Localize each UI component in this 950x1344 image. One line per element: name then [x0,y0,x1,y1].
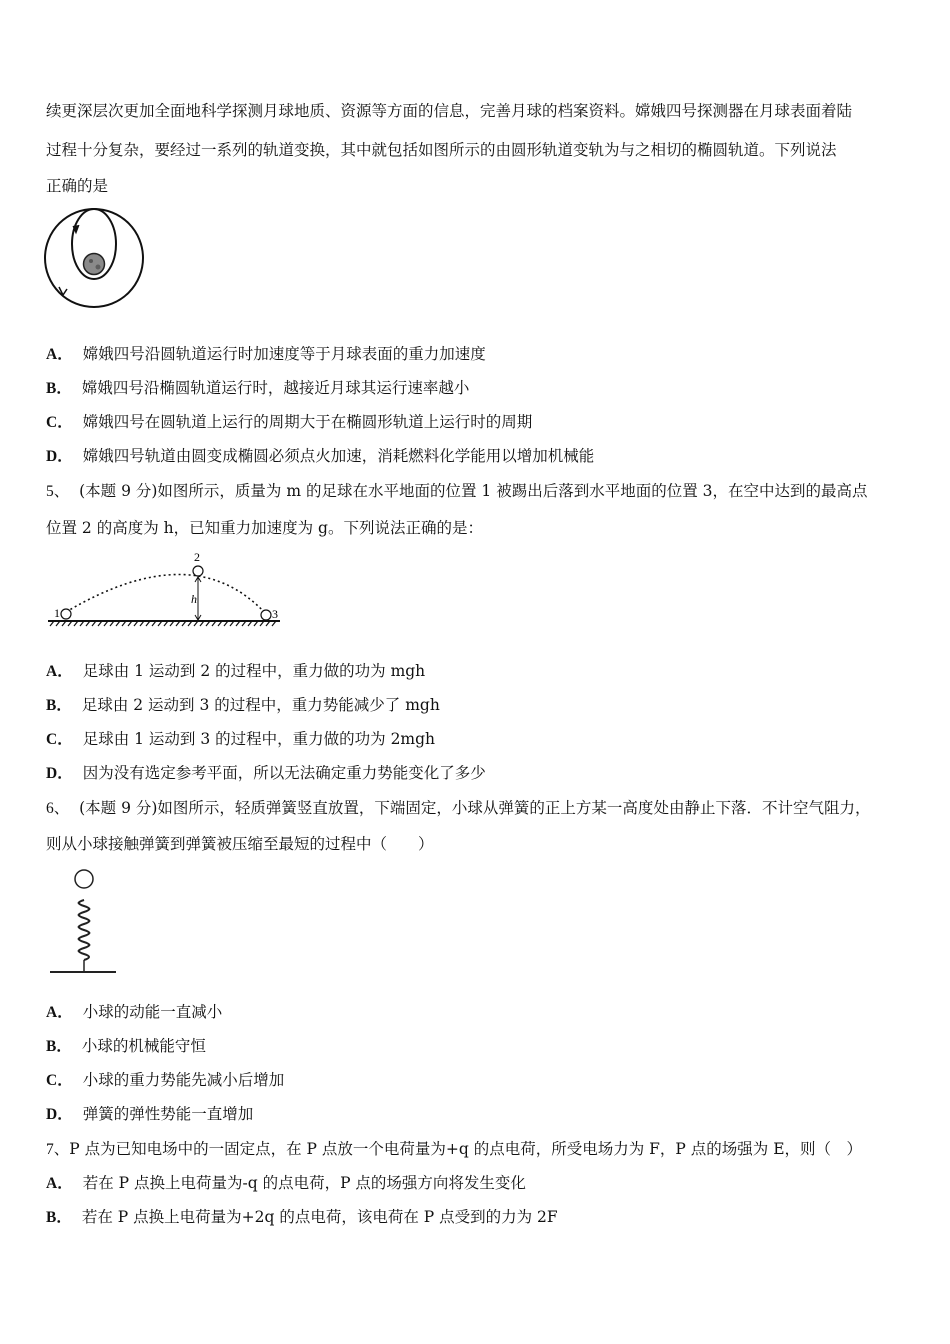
option-label: C． [46,414,73,431]
q6-option-d [46,1104,916,1125]
trajectory-path [66,574,266,614]
moon [84,254,105,275]
option-text: 弹簧的弹性势能一直增加 [82,1105,254,1123]
intro-line-2: 过程十分复杂，要经过一系列的轨道变换，其中就包括如图所示的由圆形轨道变轨为与之相切的椭圆轨道。下列说法 [46,141,837,159]
q6-stem-line-2: 则从小球接触弹簧到弹簧被压缩至最短的过程中（ ） [46,835,434,853]
option-label: B． [46,1038,72,1055]
option-text: 若在 P 点换上电荷量为+2q 的点电荷，该电荷在 P 点受到的力为 2F [81,1208,558,1226]
ball-position-2 [193,566,203,576]
q7-option-b [46,1207,916,1228]
option-text: 嫦娥四号沿椭圆轨道运行时，越接近月球其运行速率越小 [81,379,470,397]
intro-line-3: 正确的是 [46,177,109,195]
intro-line-1: 续更深层次更加全面地科学探测月球地质、资源等方面的信息，完善月球的档案资料。嫦娥四号探测器在月球表面着陆 [46,102,853,120]
orbit-diagram [42,206,148,310]
option-label: C． [46,731,73,748]
option-label: D． [46,448,73,465]
option-label: D． [46,765,73,782]
q4-option-b [46,378,916,399]
question-number: 6、 [46,800,70,817]
question-number: 5、 [46,483,70,500]
q6-option-c [46,1070,916,1091]
label-position-1: 1 [54,606,60,620]
q4-option-d [46,446,916,467]
option-text: 若在 P 点换上电荷量为-q 的点电荷，P 点的场强方向将发生变化 [82,1174,526,1192]
q6-stem-text: (本题 9 分)如图所示，轻质弹簧竖直放置，下端固定，小球从弹簧的正上方某一高度处由静止下落．不计空气阻力， [79,799,871,817]
option-label: A． [46,346,73,363]
q7-stem-line-1 [46,1139,916,1160]
option-text: 足球由 1 运动到 2 的过程中，重力做的功为 mgh [82,662,426,680]
q5-stem-line-1 [46,481,916,502]
option-text: 足球由 1 运动到 3 的过程中，重力做的功为 2mgh [82,730,436,748]
q5-option-c [46,729,916,750]
ball-position-1 [61,609,71,619]
option-text: 嫦娥四号沿圆轨道运行时加速度等于月球表面的重力加速度 [82,345,486,363]
option-label: D． [46,1106,73,1123]
label-position-3: 3 [272,607,278,621]
option-label: B． [46,1209,72,1226]
option-label: C． [46,1072,73,1089]
football-trajectory-diagram [44,546,282,632]
q5-stem-line-2: 位置 2 的高度为 h，已知重力加速度为 g。下列说法正确的是： [46,519,483,537]
label-position-2: 2 [194,550,200,564]
q7-option-a [46,1173,916,1194]
question-number: 7、 [46,1141,70,1158]
q5-option-a [46,661,916,682]
ball-position-3 [261,610,271,620]
option-label: B． [46,380,72,397]
spring-diagram [46,866,118,976]
q4-option-a [46,344,916,365]
option-label: B． [46,697,72,714]
option-label: A． [46,1175,73,1192]
q6-option-a [46,1002,916,1023]
q5-option-d [46,763,916,784]
option-text: 嫦娥四号在圆轨道上运行的周期大于在椭圆形轨道上运行时的周期 [82,413,533,431]
option-text: 足球由 2 运动到 3 的过程中，重力势能减少了 mgh [81,696,440,714]
option-text: 小球的重力势能先减小后增加 [82,1071,285,1089]
moon-crater-1 [89,259,93,263]
option-text: 因为没有选定参考平面，所以无法确定重力势能变化了多少 [82,764,486,782]
q5-option-b [46,695,916,716]
q5-stem-text: (本题 9 分)如图所示，质量为 m 的足球在水平地面的位置 1 被踢出后落到水平地面的位置 3，在空中达到的最高点 [79,482,868,500]
q4-option-c [46,412,916,433]
q6-stem-line-1 [46,798,916,819]
moon-crater-2 [96,265,101,270]
q7-stem-text: P 点为已知电场中的一固定点，在 P 点放一个电荷量为+q 的点电荷，所受电场力为 F，P 点的场强为 E，则（ ） [69,1140,863,1158]
option-label: A． [46,1004,73,1021]
label-height: h [191,592,197,606]
option-text: 小球的机械能守恒 [81,1037,206,1055]
option-label: A． [46,663,73,680]
ball [75,870,93,888]
q6-option-b [46,1036,916,1057]
option-text: 小球的动能一直减小 [82,1003,223,1021]
option-text: 嫦娥四号轨道由圆变成椭圆必须点火加速，消耗燃料化学能用以增加机械能 [82,447,595,465]
